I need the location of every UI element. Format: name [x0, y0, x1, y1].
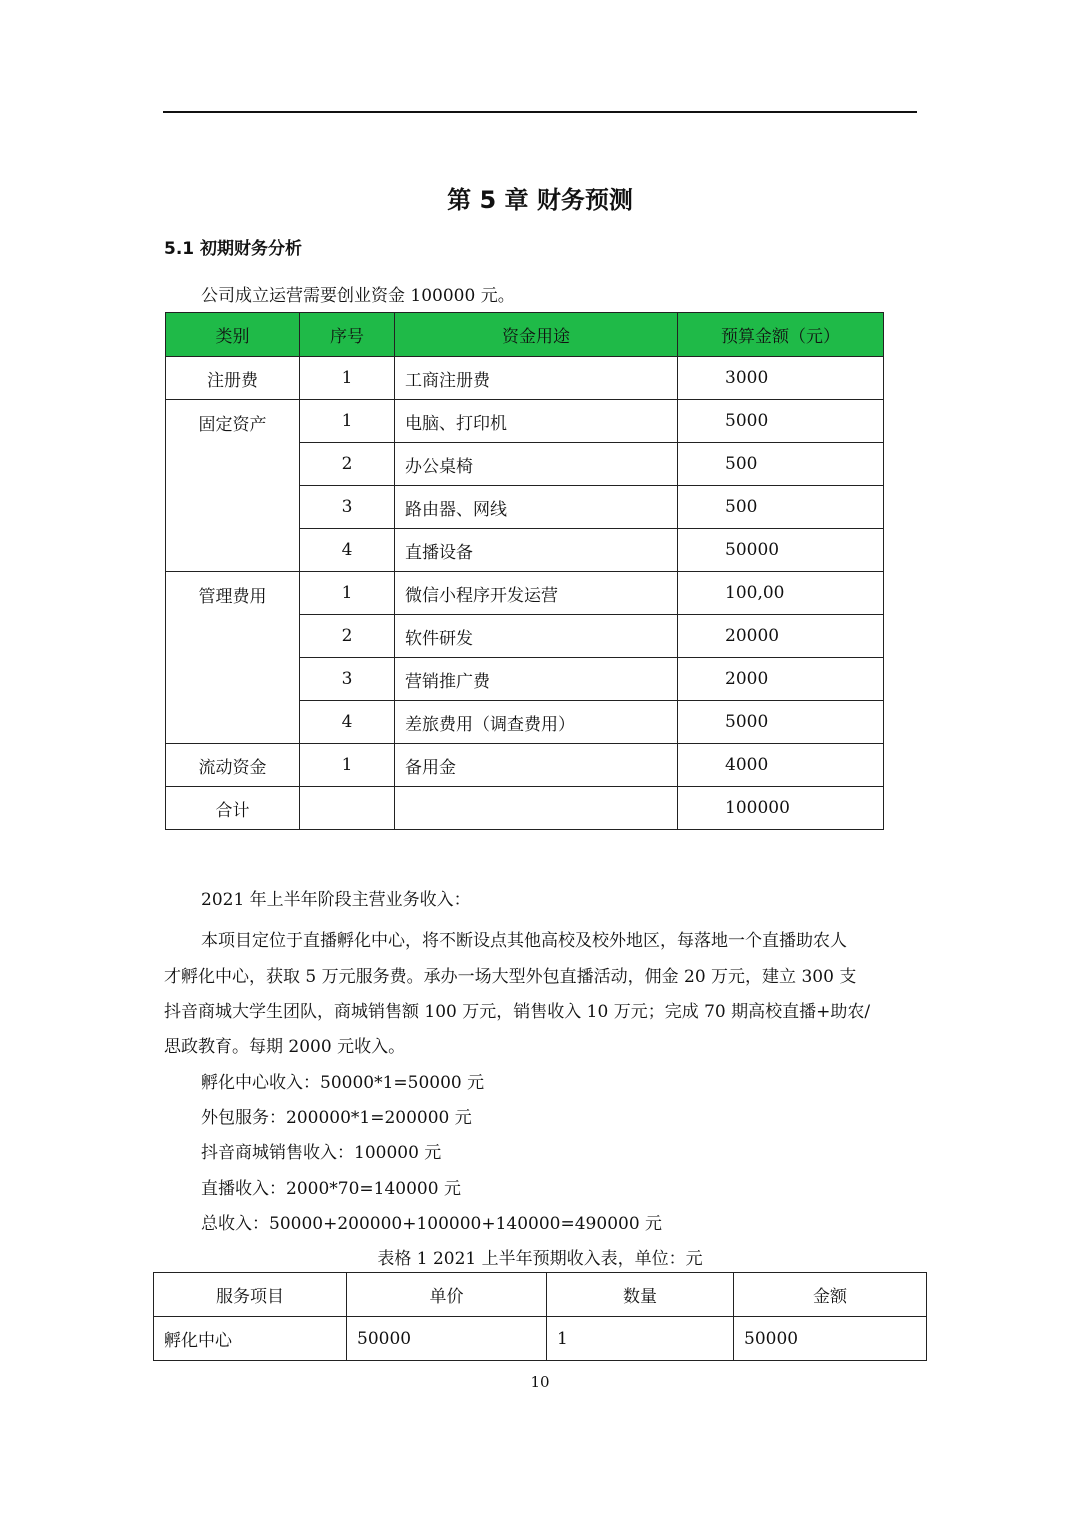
body-line: 抖音商城大学生团队，商城销售额 100 万元，销售收入 10 万元；完成 70 期高校直播+助农/ — [164, 1002, 871, 1022]
header-rule — [163, 111, 917, 113]
body-line: 本项目定位于直播孵化中心，将不断设点其他高校及校外地区，每落地一个直播助农人 — [201, 931, 847, 951]
table-row — [166, 400, 884, 443]
use-cell: 工商注册费 — [395, 357, 678, 400]
use-cell: 微信小程序开发运营 — [395, 572, 678, 615]
table-row — [166, 572, 884, 615]
total-row — [166, 787, 884, 830]
income-price-cell: 50000 — [347, 1317, 547, 1361]
budget-header-use: 资金用途 — [395, 313, 678, 357]
total-amount: 100000 — [678, 787, 884, 830]
income-header-row — [154, 1273, 927, 1317]
income-amount-cell: 50000 — [734, 1317, 927, 1361]
chapter-title: 第 5 章 财务预测 — [447, 186, 633, 214]
amount-cell: 2000 — [678, 658, 884, 701]
budget-header-amount: 预算金额（元） — [678, 313, 884, 357]
category-cell: 管理费用 — [166, 572, 300, 744]
calc-line: 抖音商城销售收入：100000 元 — [201, 1143, 442, 1163]
use-cell: 路由器、网线 — [395, 486, 678, 529]
seq-cell: 4 — [300, 529, 395, 572]
income-qty-cell: 1 — [547, 1317, 734, 1361]
use-cell: 差旅费用（调查费用） — [395, 701, 678, 744]
income-header-qty: 数量 — [547, 1273, 734, 1317]
table-row — [166, 357, 884, 400]
use-cell: 软件研发 — [395, 615, 678, 658]
seq-cell: 3 — [300, 486, 395, 529]
category-cell: 流动资金 — [166, 744, 300, 787]
budget-table — [165, 312, 884, 830]
total-seq-empty — [300, 787, 395, 830]
table-row — [166, 744, 884, 787]
intro-paragraph: 公司成立运营需要创业资金 100000 元。 — [201, 286, 515, 306]
income-table — [153, 1272, 927, 1361]
use-cell: 备用金 — [395, 744, 678, 787]
amount-cell: 20000 — [678, 615, 884, 658]
budget-header-category: 类别 — [166, 313, 300, 357]
income-table-caption: 表格 1 2021 上半年预期收入表，单位：元 — [377, 1249, 703, 1269]
calc-line: 直播收入：2000*70=140000 元 — [201, 1179, 461, 1199]
income-item-cell: 孵化中心 — [154, 1317, 347, 1361]
use-cell: 电脑、打印机 — [395, 400, 678, 443]
amount-cell: 50000 — [678, 529, 884, 572]
seq-cell: 3 — [300, 658, 395, 701]
seq-cell: 1 — [300, 572, 395, 615]
seq-cell: 2 — [300, 615, 395, 658]
calc-line: 外包服务：200000*1=200000 元 — [201, 1108, 472, 1128]
amount-cell: 5000 — [678, 400, 884, 443]
seq-cell: 1 — [300, 400, 395, 443]
total-label: 合计 — [166, 787, 300, 830]
seq-cell: 2 — [300, 443, 395, 486]
body-line: 思政教育。每期 2000 元收入。 — [164, 1037, 406, 1057]
body-line: 才孵化中心，获取 5 万元服务费。承办一场大型外包直播活动，佣金 20 万元，建立 300 支 — [164, 967, 857, 987]
budget-header-seq: 序号 — [300, 313, 395, 357]
amount-cell: 500 — [678, 443, 884, 486]
use-cell: 办公桌椅 — [395, 443, 678, 486]
seq-cell: 1 — [300, 744, 395, 787]
seq-cell: 4 — [300, 701, 395, 744]
seq-cell: 1 — [300, 357, 395, 400]
category-cell: 固定资产 — [166, 400, 300, 572]
income-header-item: 服务项目 — [154, 1273, 347, 1317]
category-cell: 注册费 — [166, 357, 300, 400]
total-use-empty — [395, 787, 678, 830]
income-header-amount: 金额 — [734, 1273, 927, 1317]
amount-cell: 4000 — [678, 744, 884, 787]
use-cell: 直播设备 — [395, 529, 678, 572]
amount-cell: 5000 — [678, 701, 884, 744]
amount-cell: 500 — [678, 486, 884, 529]
amount-cell: 3000 — [678, 357, 884, 400]
income-intro: 2021 年上半年阶段主营业务收入： — [201, 890, 471, 910]
calc-line: 总收入：50000+200000+100000+140000=490000 元 — [201, 1214, 663, 1234]
calc-line: 孵化中心收入：50000*1=50000 元 — [201, 1073, 485, 1093]
budget-header-row — [166, 313, 884, 357]
section-heading: 5.1 初期财务分析 — [164, 239, 303, 259]
table-row — [154, 1317, 927, 1361]
income-header-price: 单价 — [347, 1273, 547, 1317]
amount-cell: 100,00 — [678, 572, 884, 615]
page-number: 10 — [530, 1373, 550, 1391]
use-cell: 营销推广费 — [395, 658, 678, 701]
